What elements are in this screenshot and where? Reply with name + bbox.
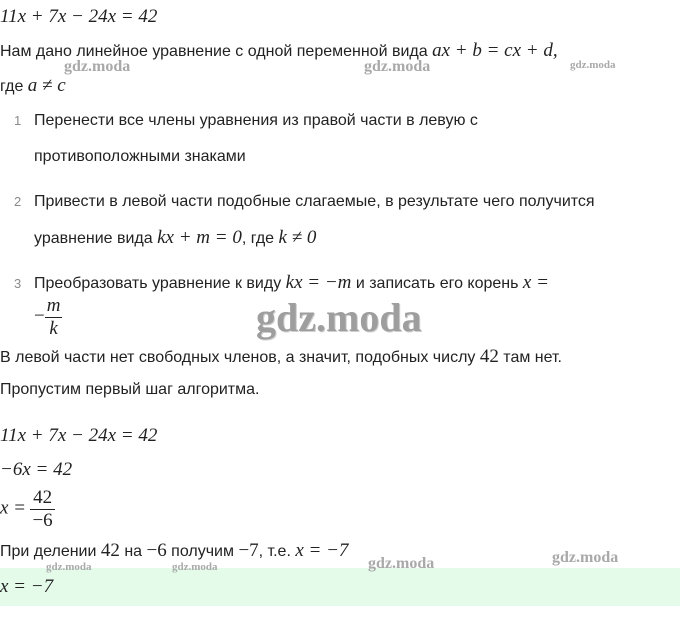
watermark: gdz.moda	[364, 58, 431, 75]
intro-condition-line	[0, 75, 66, 97]
division-result: x = −7	[295, 540, 349, 561]
step-root: x =	[522, 272, 549, 293]
note-text: там нет.	[498, 349, 562, 366]
note-number: 42	[479, 346, 499, 367]
step-2-line-2	[34, 227, 316, 249]
intro-formula: ax + b = cx + d,	[432, 40, 558, 61]
note-free-terms	[0, 346, 562, 368]
answer-box	[0, 568, 680, 606]
intro-text-where: где	[0, 78, 28, 95]
step-text: и записать его корень	[351, 275, 523, 292]
main-equation: 11x + 7x − 24x = 42	[0, 6, 158, 27]
intro-text: Нам дано линейное уравнение с одной переменной вида	[0, 43, 433, 60]
step-text: уравнение вида	[34, 230, 158, 247]
watermark: gdz.moda	[256, 295, 422, 340]
calc-equation-2: −6x = 42	[0, 459, 73, 480]
step-text: Привести в левой части подобные слагаемые, в результате чего получится	[34, 193, 595, 210]
watermark: gdz.moda	[368, 555, 435, 572]
step-1	[14, 112, 478, 130]
calc-equation-3	[0, 487, 55, 532]
step-formula: kx + m = 0	[157, 227, 242, 248]
step-text: Перенести все члены уравнения из правой части в левую с	[34, 112, 478, 129]
step-formula: kx = −m	[285, 272, 352, 293]
note-skip-step: Пропустим первый шаг алгоритма.	[0, 381, 260, 398]
watermark: gdz.moda	[552, 549, 619, 566]
division-text: на	[119, 543, 147, 560]
step-text: , где	[241, 230, 279, 247]
step-3-fraction-line	[34, 295, 62, 340]
step-3	[14, 272, 549, 294]
step-text: Преобразовать уравнение к виду	[34, 275, 286, 292]
division-number: −7	[238, 540, 259, 561]
watermark: gdz.moda	[46, 561, 92, 573]
fraction-numerator: 42	[33, 487, 53, 508]
step-1-line-2: противоположными знаками	[34, 148, 246, 165]
step-number: 3	[14, 276, 22, 291]
fraction	[45, 295, 63, 340]
step-number: 1	[14, 113, 22, 128]
division-text: получим	[166, 543, 239, 560]
watermark: gdz.moda	[570, 59, 616, 71]
step-2	[14, 193, 595, 211]
watermark: gdz.moda	[64, 58, 131, 75]
division-text: , т.е.	[258, 543, 296, 560]
division-number: 42	[100, 540, 120, 561]
division-text: При делении	[0, 543, 101, 560]
division-number: −6	[146, 540, 167, 561]
fraction-denominator: −6	[32, 510, 53, 531]
fraction-denominator: k	[45, 317, 63, 340]
step-condition: k ≠ 0	[278, 227, 317, 248]
fraction-numerator: m	[46, 295, 61, 316]
note-text: В левой части нет свободных членов, а значит, подобных числу	[0, 349, 480, 366]
watermark: gdz.moda	[172, 561, 218, 573]
calc-fraction	[30, 487, 54, 532]
calc-equation-1: 11x + 7x − 24x = 42	[0, 425, 158, 446]
intro-condition: a ≠ c	[27, 75, 66, 96]
calc-lhs: x =	[0, 497, 27, 519]
division-line	[0, 540, 348, 562]
answer-value: x = −7	[0, 576, 54, 597]
minus-sign: −	[34, 305, 45, 327]
step-number: 2	[14, 194, 22, 209]
